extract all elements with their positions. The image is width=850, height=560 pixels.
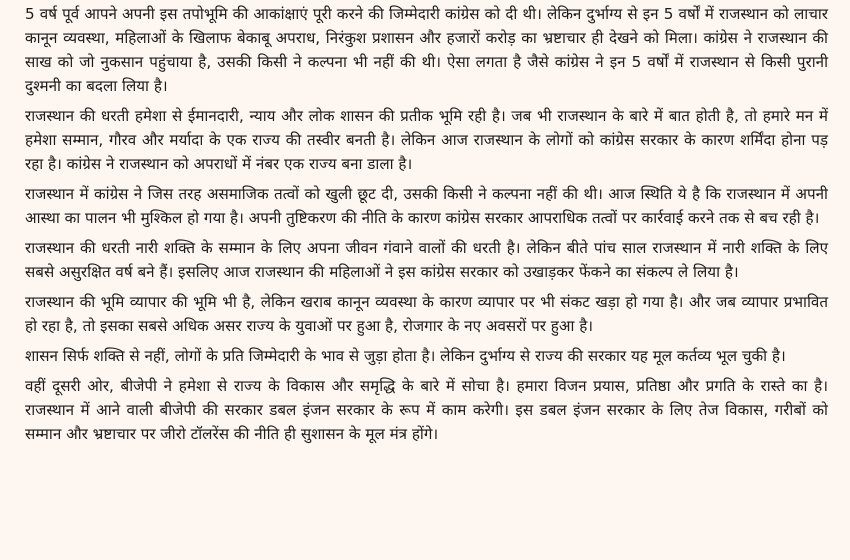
paragraph-2: राजस्थान की धरती हमेशा से ईमानदारी, न्याय और लोक शासन की प्रतीक भूमि रही है। जब भी राजस्थान के बारे में बात होती है, तो हमारे मन में हमेशा सम्मान, गौरव और मर्यादा के एक राज्य की तस्वीर बनती है। लेकिन आज राजस्थान के लोगों को कांग्रेस सरकार के कारण शर्मिंदा होना पड़ रहा है। कांग्रेस ने राजस्थान को अपराधों में नंबर एक राज्य बना डाला है। (25, 107, 828, 173)
paragraph-1: 5 वर्ष पूर्व आपने अपनी इस तपोभूमि की आकांक्षाएं पूरी करने की जिम्मेदारी कांग्रेस को दी थी। लेकिन दुर्भाग्य से इन 5 वर्षों में राजस्थान को लाचार कानून व्यवस्था, महिलाओं के खिलाफ बेकाबू अपराध, निरंकुश प्रशासन और हजारों करोड़ का भ्रष्टाचार ही देखने को मिला। कांग्रेस ने राजस्थान की साख को जो नुकसान पहुंचाया है, उसकी किसी ने कल्पना भी नहीं की थी। ऐसा लगता है जैसे कांग्रेस ने इन 5 वर्षों में राजस्थान से किसी पुरानी दुश्मनी का बदला लिया है। (25, 5, 828, 95)
paragraph-4: राजस्थान की धरती नारी शक्ति के सम्मान के लिए अपना जीवन गंवाने वालों की धरती है। लेकिन बीते पांच साल राजस्थान में नारी शक्ति के लिए सबसे असुरक्षित वर्ष बने हैं। इसलिए आज राजस्थान की महिलाओं ने इस कांग्रेस सरकार को उखाड़कर फेंकने का संकल्प ले लिया है। (25, 239, 828, 281)
paragraph-6: शासन सिर्फ शक्ति से नहीं, लोगों के प्रति जिम्मेदारी के भाव से जुड़ा होता है। लेकिन दुर्भाग्य से राज्य की सरकार यह मूल कर्तव्य भूल चुकी है। (25, 347, 786, 365)
paragraph-3: राजस्थान में कांग्रेस ने जिस तरह असमाजिक तत्वों को खुली छूट दी, उसकी किसी ने कल्पना नहीं की थी। आज स्थिति ये है कि राजस्थान में अपनी आस्था का पालन भी मुश्किल हो गया है। अपनी तुष्टिकरण की नीति के कारण कांग्रेस सरकार आपराधिक तत्वों पर कार्रवाई करने तक से बच रही है। (25, 185, 828, 227)
paragraph-7: वहीं दूसरी ओर, बीजेपी ने हमेशा से राज्य के विकास और समृद्धि के बारे में सोचा है। हमारा विजन प्रयास, प्रतिष्ठा और प्रगति के रास्ते का है। राजस्थान में आने वाली बीजेपी की सरकार डबल इंजन सरकार के रूप में काम करेगी। इस डबल इंजन सरकार के लिए तेज विकास, गरीबों को सम्मान और भ्रष्टाचार पर जीरो टॉलरेंस की नीति ही सुशासन के मूल मंत्र होंगे। (25, 377, 828, 443)
paragraph-5: राजस्थान की भूमि व्यापार की भूमि भी है, लेकिन खराब कानून व्यवस्था के कारण व्यापार पर भी संकट खड़ा हो गया है। और जब व्यापार प्रभावित हो रहा है, तो इसका सबसे अधिक असर राज्य के युवाओं पर हुआ है, रोजगार के नए अवसरों पर हुआ है। (25, 293, 828, 335)
